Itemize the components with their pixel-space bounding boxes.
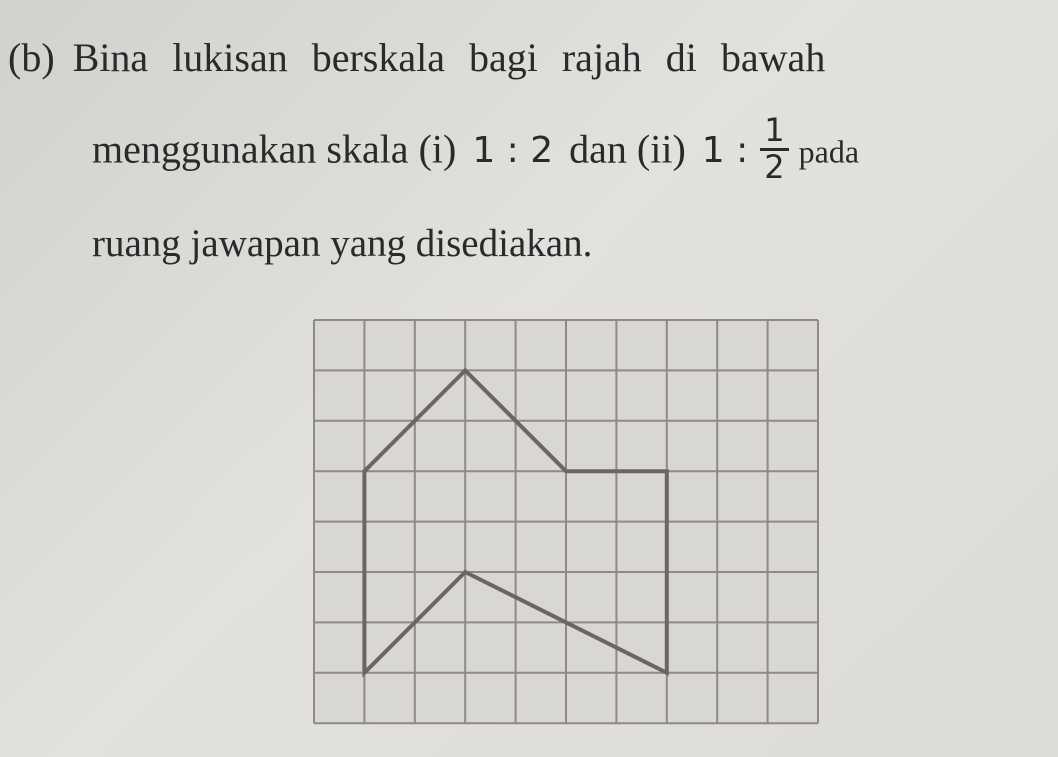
scale-instruction-text: menggunakan skala (i) (92, 126, 457, 172)
fraction-denominator: 2 (760, 148, 788, 185)
pada-text: pada (798, 133, 860, 170)
scale-ratio-1: 1 : 2 (472, 130, 554, 172)
question-line-3 (92, 224, 592, 263)
dan-text: dan (ii) (569, 126, 686, 172)
question-label: (b) (8, 35, 55, 80)
question-line-1-text: Bina lukisan berskala bagi rajah di bawah (72, 35, 826, 80)
question-line-2 (92, 111, 860, 188)
grid-figure (312, 318, 824, 730)
question-line-3-text: ruang jawapan yang disediakan. (92, 222, 593, 265)
scale-fraction (760, 111, 788, 186)
scale-ratio-2-prefix: 1 : (701, 130, 749, 172)
fraction-numerator: 1 (764, 111, 785, 149)
question-line-1 (8, 35, 826, 80)
